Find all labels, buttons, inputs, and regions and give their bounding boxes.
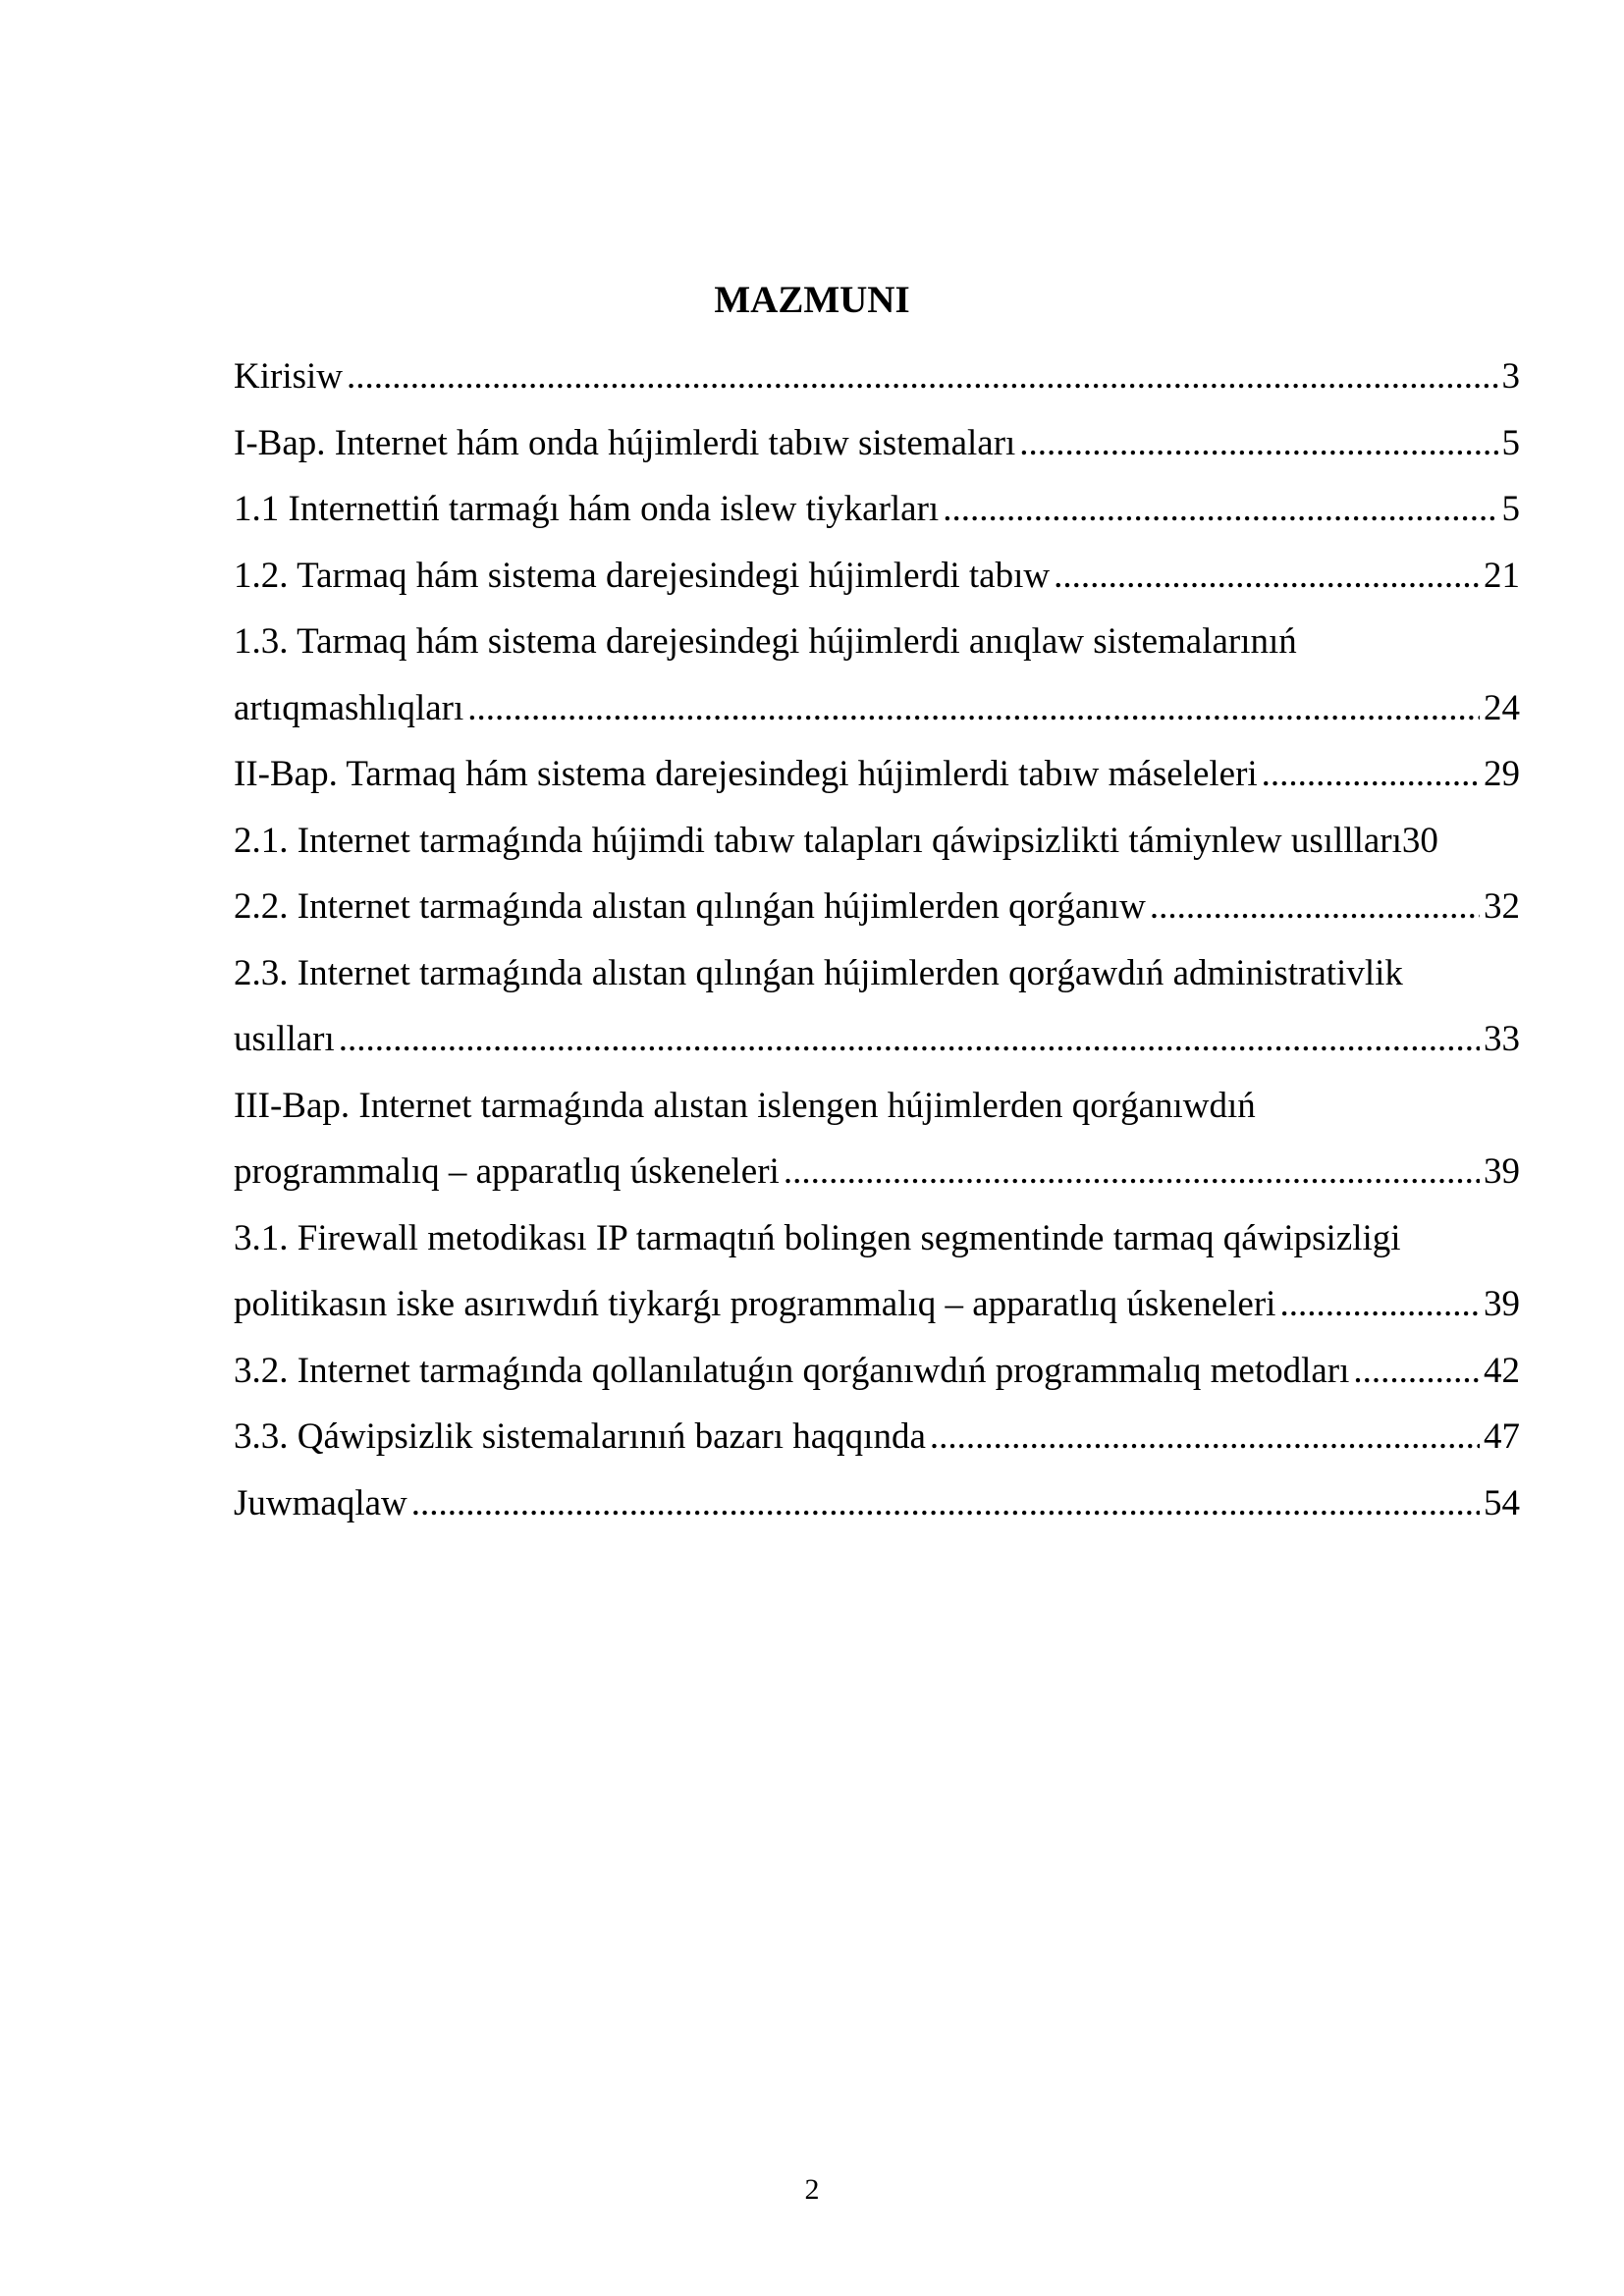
dot-leader xyxy=(1353,1338,1480,1405)
toc-page-number: 29 xyxy=(1484,754,1520,794)
dot-leader xyxy=(411,1470,1480,1537)
page-number-footer: 2 xyxy=(804,2173,820,2206)
toc-entry-3-2[interactable] xyxy=(234,1338,1520,1405)
toc-entry-text: 3.3. Qáwipsizlik sistemalarınıń bazarı haqqında xyxy=(234,1416,926,1457)
dot-leader xyxy=(943,476,1497,543)
toc-entry-3-1[interactable] xyxy=(234,1205,1520,1338)
dot-leader xyxy=(467,675,1480,742)
toc-entry-text: 1.1 Internettiń tarmaǵı hám onda islew tiykarları xyxy=(234,489,940,529)
dot-leader xyxy=(1054,543,1480,610)
toc-entry-1-2[interactable] xyxy=(234,543,1520,610)
toc-page-number: 47 xyxy=(1484,1416,1520,1457)
toc-entry-3-3[interactable] xyxy=(234,1404,1520,1470)
dot-leader xyxy=(1279,1271,1480,1338)
toc-entry-text: 2.3. Internet tarmaǵında alıstan qılınǵan hújimlerden qorǵawdıń administrativlik xyxy=(234,952,1403,993)
toc-entry-kirisiw[interactable] xyxy=(234,344,1520,410)
dot-leader xyxy=(339,1006,1480,1073)
toc-entry-text: I-Bap. Internet hám onda hújimlerdi tabıw sistemaları xyxy=(234,422,1016,463)
toc-page-number: 32 xyxy=(1484,886,1520,927)
toc-entry-text-continued: artıqmashlıqları xyxy=(234,687,464,728)
toc-entry-2-3[interactable] xyxy=(234,940,1520,1073)
toc-entry-text: 3.2. Internet tarmaǵında qollanılatuǵın qorǵanıwdıń programmalıq metodları xyxy=(234,1350,1350,1391)
dot-leader xyxy=(1019,410,1497,477)
toc-entry-text: 1.3. Tarmaq hám sistema darejesindegi hújimlerdi anıqlaw sistemalarınıń xyxy=(234,621,1297,662)
toc-page-number: 54 xyxy=(1484,1482,1520,1523)
toc-entry-1-1[interactable] xyxy=(234,476,1520,543)
toc-entry-text: 1.2. Tarmaq hám sistema darejesindegi hújimlerdi tabıw xyxy=(234,555,1051,596)
toc-entry-text-continued: programmalıq – apparatlıq úskeneleri xyxy=(234,1151,780,1192)
toc-page-number: 5 xyxy=(1501,422,1520,463)
toc-entry-text-continued: politikasın iske asırıwdıń tiykarǵı programmalıq – apparatlıq úskeneleri xyxy=(234,1284,1276,1324)
toc-entry-chapter-2[interactable] xyxy=(234,741,1520,808)
toc-entry-text: III-Bap. Internet tarmaǵında alıstan islengen hújimlerden qorǵanıwdıń xyxy=(234,1085,1256,1126)
dot-leader xyxy=(930,1404,1480,1470)
toc-entry-text: 2.1. Internet tarmaǵında hújimdi tabıw talapları qáwipsizlikti támiynlew usıllları xyxy=(234,820,1402,861)
toc-entry-chapter-3[interactable] xyxy=(234,1073,1520,1205)
toc-page-number: 3 xyxy=(1501,356,1520,397)
toc-entry-1-3[interactable] xyxy=(234,609,1520,741)
toc-entry-text: II-Bap. Tarmaq hám sistema darejesindegi hújimlerdi tabıw máseleleri xyxy=(234,754,1258,794)
dot-leader xyxy=(1262,741,1480,808)
toc-entry-text: 2.2. Internet tarmaǵında alıstan qılınǵan hújimlerden qorǵanıw xyxy=(234,886,1146,927)
toc-page-number: 5 xyxy=(1501,489,1520,529)
toc-page-number: 24 xyxy=(1484,687,1520,728)
toc-entry-2-2[interactable] xyxy=(234,874,1520,940)
toc-page-number: 42 xyxy=(1484,1350,1520,1391)
dot-leader xyxy=(784,1139,1480,1205)
toc-page-number: 39 xyxy=(1484,1284,1520,1324)
toc-entry-text: Juwmaqlaw xyxy=(234,1482,407,1523)
toc-page-number: 39 xyxy=(1484,1151,1520,1192)
toc-page-number: 30 xyxy=(1401,820,1438,861)
table-of-contents xyxy=(234,344,1520,1536)
dot-leader xyxy=(347,344,1498,410)
toc-entry-chapter-1[interactable] xyxy=(234,410,1520,477)
toc-entry-juwmaqlaw[interactable] xyxy=(234,1470,1520,1537)
toc-entry-text: 3.1. Firewall metodikası IP tarmaqtıń bolingen segmentinde tarmaq qáwipsizligi xyxy=(234,1217,1401,1258)
toc-page-number: 33 xyxy=(1484,1019,1520,1059)
dot-leader xyxy=(1150,874,1480,940)
toc-entry-text: Kirisiw xyxy=(234,356,343,397)
toc-entry-2-1[interactable] xyxy=(234,808,1520,875)
toc-page-number: 21 xyxy=(1484,555,1520,596)
toc-entry-text-continued: usılları xyxy=(234,1019,335,1059)
toc-title: MAZMUNI xyxy=(714,279,910,321)
